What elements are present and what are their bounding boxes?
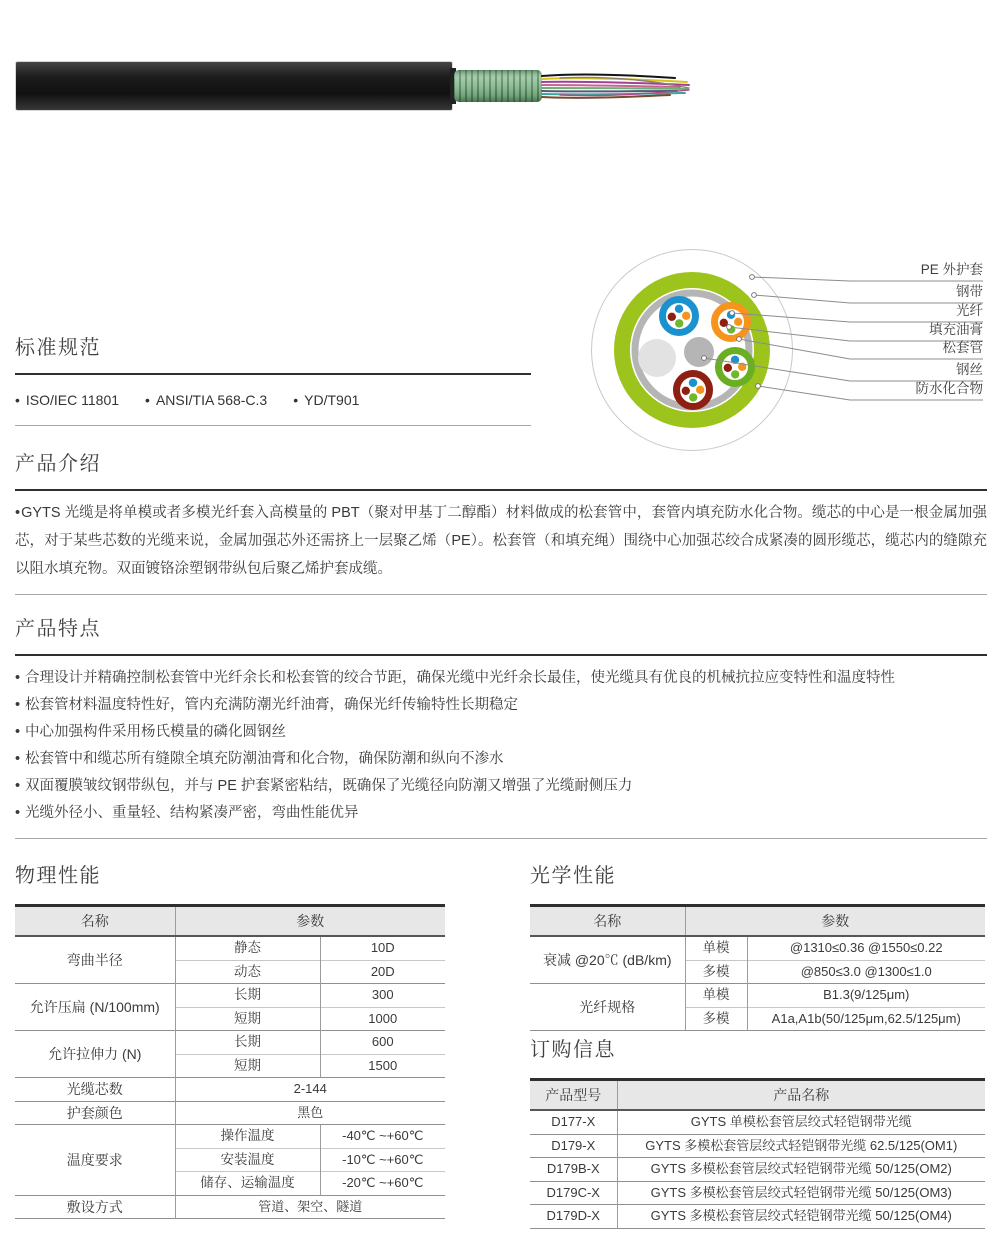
fiber-dot bbox=[682, 312, 690, 320]
physical-properties-table bbox=[15, 904, 445, 1219]
product-model-cell: D179D-X bbox=[530, 1205, 617, 1229]
spec-sub-cell: 单模 bbox=[685, 984, 747, 1008]
section-physical-properties bbox=[15, 864, 445, 1219]
central-steel-wire bbox=[684, 337, 714, 367]
spec-value-cell: 300 bbox=[320, 984, 445, 1008]
diagram-label: 钢带 bbox=[956, 284, 983, 299]
leader-line bbox=[754, 295, 983, 303]
diagram-label: 松套管 bbox=[942, 340, 983, 355]
product-name-cell: GYTS 单模松套管层绞式轻铠钢带光缆 bbox=[617, 1110, 985, 1134]
table-row bbox=[15, 1101, 445, 1125]
cable-photo bbox=[15, 58, 691, 114]
table-row bbox=[15, 984, 445, 1008]
table-row bbox=[15, 1031, 445, 1055]
divider-thin bbox=[15, 425, 531, 426]
spec-value-cell: 黑色 bbox=[175, 1101, 445, 1125]
leader-marker bbox=[752, 293, 757, 298]
table-row bbox=[15, 1195, 445, 1219]
diagram-label: 防水化合物 bbox=[915, 381, 983, 396]
table-row bbox=[530, 1110, 985, 1134]
spec-sub-cell: 储存、运输温度 bbox=[175, 1172, 320, 1196]
leader-marker bbox=[756, 384, 761, 389]
spec-value-cell: B1.3(9/125μm) bbox=[747, 984, 985, 1008]
standard-item: • ISO/IEC 11801 bbox=[15, 392, 119, 408]
table-header-row bbox=[530, 906, 985, 937]
feature-item: • 松套管中和缆芯所有缝隙全填充防潮油膏和化合物，确保防潮和纵向不渗水 bbox=[15, 746, 987, 773]
product-name-cell: GYTS 多模松套管层绞式轻铠钢带光缆 62.5/125(OM1) bbox=[617, 1134, 985, 1158]
table-row bbox=[15, 1078, 445, 1102]
spec-value-cell: 1500 bbox=[320, 1054, 445, 1078]
spec-sub-cell: 安装温度 bbox=[175, 1148, 320, 1172]
table-header-row bbox=[15, 906, 445, 937]
divider-thick bbox=[15, 489, 987, 491]
spec-name-cell: 光纤规格 bbox=[530, 984, 685, 1031]
leader-marker bbox=[730, 311, 735, 316]
diagram-label: 光纤 bbox=[956, 303, 983, 318]
cable-armor bbox=[450, 68, 542, 104]
spec-value-cell: 10D bbox=[320, 936, 445, 960]
spec-sub-cell: 多模 bbox=[685, 960, 747, 984]
column-header-model: 产品型号 bbox=[530, 1080, 617, 1111]
section-title: 标准规范 bbox=[15, 337, 101, 359]
spec-name-cell: 护套颜色 bbox=[15, 1101, 175, 1125]
table-row bbox=[530, 1134, 985, 1158]
feature-item: • 双面覆膜皱纹钢带纵包，并与 PE 护套紧密粘结，既确保了光缆径向防潮又增强了光缆耐侧压力 bbox=[15, 773, 987, 800]
product-model-cell: D177-X bbox=[530, 1110, 617, 1134]
spec-sub-cell: 多模 bbox=[685, 1007, 747, 1031]
fiber-dot bbox=[682, 387, 690, 395]
spec-name-cell: 弯曲半径 bbox=[15, 936, 175, 984]
spec-value-cell: -10℃ ~+60℃ bbox=[320, 1148, 445, 1172]
spec-value-cell: A1a,A1b(50/125μm,62.5/125μm) bbox=[747, 1007, 985, 1031]
column-header-param: 参数 bbox=[175, 906, 445, 937]
spec-sub-cell: 短期 bbox=[175, 1007, 320, 1031]
section-title: 产品介绍 bbox=[15, 453, 101, 475]
section-standards bbox=[15, 336, 531, 426]
table-row bbox=[530, 1181, 985, 1205]
table-row bbox=[530, 984, 985, 1008]
section-title: 物理性能 bbox=[15, 865, 101, 887]
leader-marker bbox=[750, 275, 755, 280]
spec-sub-cell: 静态 bbox=[175, 936, 320, 960]
column-header-name: 名称 bbox=[15, 906, 175, 937]
features-list bbox=[15, 665, 987, 827]
table-row bbox=[530, 936, 985, 960]
diagram-label: PE 外护套 bbox=[920, 262, 983, 277]
spec-name-cell: 允许拉伸力 (N) bbox=[15, 1031, 175, 1078]
feature-item: • 光缆外径小、重量轻、结构紧凑严密，弯曲性能优异 bbox=[15, 800, 987, 827]
spec-value-cell: -40℃ ~+60℃ bbox=[320, 1125, 445, 1149]
standard-item: • ANSI/TIA 568-C.3 bbox=[145, 392, 267, 408]
feature-item: • 中心加强构件采用杨氏模量的磷化圆钢丝 bbox=[15, 719, 987, 746]
spec-name-cell: 衰减 @20℃ (dB/km) bbox=[530, 936, 685, 984]
ordering-table bbox=[530, 1078, 985, 1229]
standard-item: • YD/T901 bbox=[293, 392, 359, 408]
leader-marker bbox=[702, 356, 707, 361]
introduction-text: • GYTS 光缆是将单模或者多模光纤套入高模量的 PBT（聚对甲基丁二醇酯）材料做成的松套管中，套管内填充防水化合物。缆芯的中心是一根金属加强芯，对于某些芯数的光缆来说，金属加强芯外还需挤上一层聚乙烯（PE）。松套管（和填充绳）围绕中心加强芯绞合成紧凑的圆形缆芯，缆芯内的缝隙充以阻水填充物。双面镀铬涂塑钢带纵包后聚乙烯护套成缆。 bbox=[15, 499, 987, 583]
divider-thin bbox=[15, 594, 987, 595]
spec-sub-cell: 长期 bbox=[175, 1031, 320, 1055]
product-name-cell: GYTS 多模松套管层绞式轻铠钢带光缆 50/125(OM4) bbox=[617, 1205, 985, 1229]
spec-value-cell: 600 bbox=[320, 1031, 445, 1055]
fiber-dot bbox=[675, 305, 683, 313]
spec-name-cell: 允许压扁 (N/100mm) bbox=[15, 984, 175, 1031]
filler-rod bbox=[638, 339, 676, 377]
spec-name-cell: 敷设方式 bbox=[15, 1195, 175, 1219]
product-model-cell: D179C-X bbox=[530, 1181, 617, 1205]
feature-item: • 松套管材料温度特性好，管内充满防潮光纤油膏，确保光纤传输特性长期稳定 bbox=[15, 692, 987, 719]
spec-name-cell: 光缆芯数 bbox=[15, 1078, 175, 1102]
fiber-dot bbox=[675, 319, 683, 327]
diagram-label: 钢丝 bbox=[956, 362, 983, 377]
section-features bbox=[15, 617, 987, 839]
feature-item: • 合理设计并精确控制松套管中光纤余长和松套管的绞合节距，确保光缆中光纤余长最佳，使光缆具有优良的机械抗拉应变特性和温度特性 bbox=[15, 665, 987, 692]
spec-value-cell: -20℃ ~+60℃ bbox=[320, 1172, 445, 1196]
table-row bbox=[530, 1158, 985, 1182]
product-name-cell: GYTS 多模松套管层绞式轻铠钢带光缆 50/125(OM2) bbox=[617, 1158, 985, 1182]
leader-marker bbox=[737, 337, 742, 342]
spec-sub-cell: 单模 bbox=[685, 936, 747, 960]
spec-value-cell: 管道、架空、隧道 bbox=[175, 1195, 445, 1219]
cable-jacket bbox=[16, 62, 453, 111]
spec-name-cell: 温度要求 bbox=[15, 1125, 175, 1196]
divider-thick bbox=[15, 373, 531, 375]
cable-fibers bbox=[542, 75, 689, 98]
product-name-cell: GYTS 多模松套管层绞式轻铠钢带光缆 50/125(OM3) bbox=[617, 1181, 985, 1205]
table-row bbox=[15, 936, 445, 960]
fiber-dot bbox=[668, 313, 676, 321]
fiber-dot bbox=[724, 364, 732, 372]
column-header-name: 名称 bbox=[530, 906, 685, 937]
spec-sub-cell: 短期 bbox=[175, 1054, 320, 1078]
spec-value-cell: 1000 bbox=[320, 1007, 445, 1031]
section-ordering-info bbox=[530, 1038, 985, 1229]
fiber-dot bbox=[689, 379, 697, 387]
leader-marker bbox=[727, 325, 732, 330]
cable-cross-section-diagram bbox=[590, 240, 990, 455]
section-title: 光学性能 bbox=[530, 865, 616, 887]
table-header-row bbox=[530, 1080, 985, 1111]
spec-value-cell: 2-144 bbox=[175, 1078, 445, 1102]
spec-value-cell: 20D bbox=[320, 960, 445, 984]
spec-sub-cell: 动态 bbox=[175, 960, 320, 984]
divider-thin bbox=[15, 838, 987, 839]
divider-thick bbox=[15, 654, 987, 656]
fiber-dot bbox=[696, 386, 704, 394]
spec-value-cell: @1310≤0.36 @1550≤0.22 bbox=[747, 936, 985, 960]
section-optical-properties bbox=[530, 864, 985, 1031]
spec-value-cell: @850≤3.0 @1300≤1.0 bbox=[747, 960, 985, 984]
fiber-dot bbox=[689, 393, 697, 401]
table-row bbox=[530, 1205, 985, 1229]
spec-sub-cell: 长期 bbox=[175, 984, 320, 1008]
column-header-product-name: 产品名称 bbox=[617, 1080, 985, 1111]
diagram-label: 填充油膏 bbox=[929, 322, 983, 337]
table-row bbox=[15, 1125, 445, 1149]
section-title: 订购信息 bbox=[530, 1039, 616, 1061]
fiber-dot bbox=[734, 318, 742, 326]
spec-sub-cell: 操作温度 bbox=[175, 1125, 320, 1149]
product-model-cell: D179B-X bbox=[530, 1158, 617, 1182]
column-header-param: 参数 bbox=[685, 906, 985, 937]
fiber-dot bbox=[731, 370, 739, 378]
section-introduction bbox=[15, 452, 987, 595]
optical-properties-table bbox=[530, 904, 985, 1031]
product-model-cell: D179-X bbox=[530, 1134, 617, 1158]
standards-list bbox=[15, 392, 531, 408]
section-title: 产品特点 bbox=[15, 618, 101, 640]
